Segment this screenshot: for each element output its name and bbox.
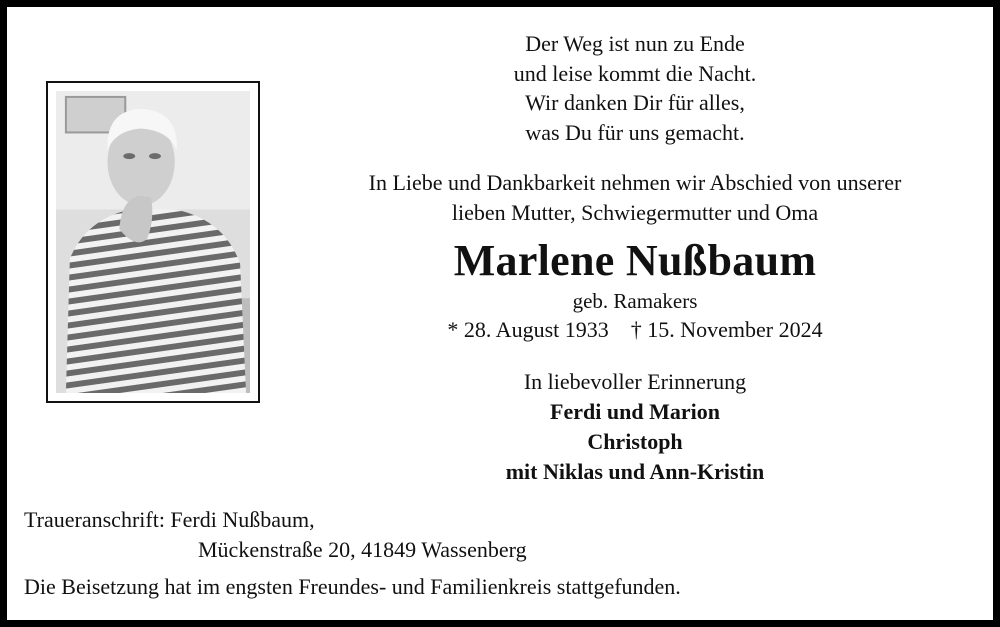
poem-line: Wir danken Dir für alles, (525, 90, 745, 116)
poem-line: Der Weg ist nun zu Ende (525, 31, 745, 56)
mourning-address (24, 505, 527, 565)
birth-date: * 28. August 1933 (447, 317, 609, 342)
poem-line: was Du für uns gemacht. (525, 119, 745, 145)
portrait-frame (46, 81, 260, 403)
address-label: Traueranschrift: Ferdi Nußbaum, (24, 507, 315, 532)
deceased-name: Marlene Nußbaum (453, 236, 817, 285)
memory-heading: In liebevoller Erinnerung (523, 369, 747, 394)
farewell-intro (310, 168, 960, 228)
portrait-illustration (56, 91, 250, 393)
poem (310, 29, 960, 147)
portrait-photo (56, 91, 250, 393)
obituary-card (7, 7, 993, 620)
life-dates (310, 315, 960, 345)
death-date: † 15. November 2024 (630, 317, 823, 342)
intro-line: In Liebe und Dankbarkeit nehmen wir Abschied von unserer (368, 170, 902, 195)
burial-note: Die Beisetzung hat im engsten Freundes- und Familienkreis stattgefunden. (24, 574, 681, 599)
mourner-name: mit Niklas und Ann-Kristin (505, 459, 765, 484)
mourner-name: Christoph (587, 429, 683, 454)
address-street: Mückenstraße 20, 41849 Wassenberg (198, 537, 527, 562)
intro-line: lieben Mutter, Schwiegermutter und Oma (451, 200, 819, 225)
poem-line: und leise kommt die Nacht. (513, 60, 757, 86)
mourners-block (310, 367, 960, 487)
mourner-name: Ferdi und Marion (550, 399, 720, 424)
maiden-name: geb. Ramakers (572, 289, 698, 313)
